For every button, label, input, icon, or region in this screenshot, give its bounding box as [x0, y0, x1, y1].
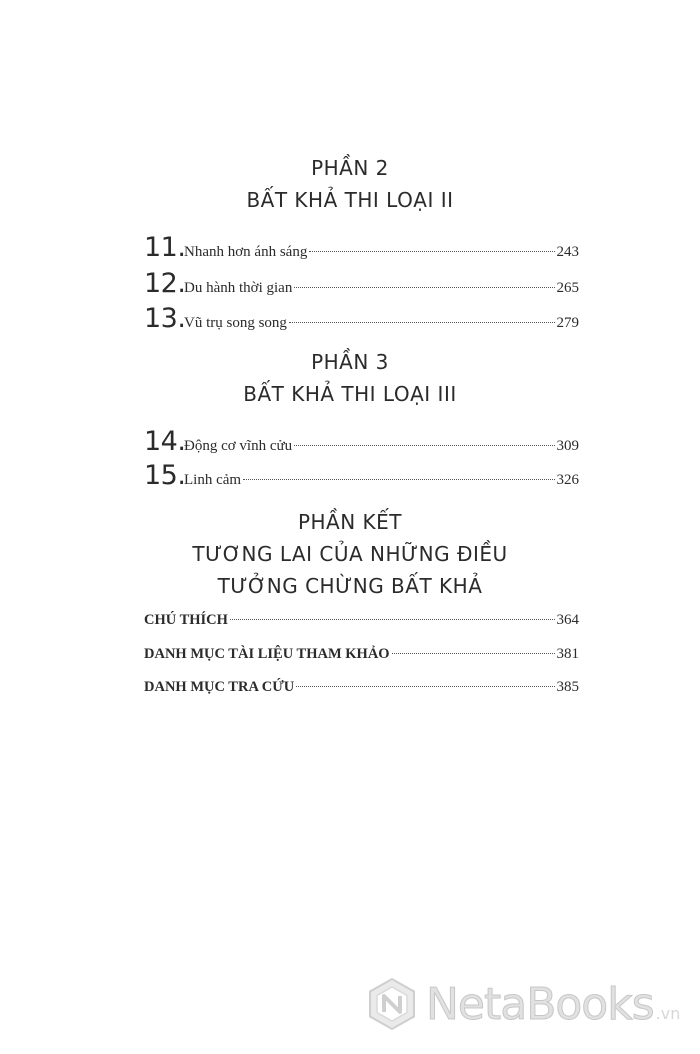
toc-entry-index[interactable]: [144, 679, 579, 705]
chapter-number: 15.: [144, 460, 186, 491]
dot-leader: [309, 251, 554, 252]
page-number: 243: [556, 244, 579, 260]
chapter-title: Vũ trụ song song: [184, 315, 287, 331]
part-3-heading: PHẦN 3: [311, 350, 389, 374]
dot-leader: [289, 322, 555, 323]
toc-entry-chapter-15[interactable]: [144, 460, 579, 494]
back-matter-title: DANH MỤC TRA CỨU: [144, 679, 295, 695]
toc-entry-chapter-11[interactable]: [144, 232, 579, 266]
toc-entry-notes[interactable]: [144, 612, 579, 638]
watermark-tld: .vn: [655, 1003, 681, 1023]
page-number: 309: [556, 438, 579, 454]
part-3-subtitle: BẤT KHẢ THI LOẠI III: [243, 382, 457, 406]
epilogue-subtitle-line-2: TƯỞNG CHỪNG BẤT KHẢ: [217, 574, 483, 598]
chapter-title: Nhanh hơn ánh sáng: [184, 244, 308, 260]
netabooks-watermark: [364, 976, 680, 1032]
chapter-title: Du hành thời gian: [184, 280, 293, 296]
chapter-number: 14.: [144, 426, 186, 457]
toc-entry-chapter-13[interactable]: [144, 303, 579, 337]
part-2-heading: PHẦN 2: [311, 156, 389, 180]
epilogue-heading: PHẦN KẾT: [297, 510, 403, 534]
toc-entry-bibliography[interactable]: [144, 646, 579, 672]
epilogue-subtitle-line-1: TƯƠNG LAI CỦA NHỮNG ĐIỀU: [192, 542, 508, 566]
back-matter-title: CHÚ THÍCH: [144, 612, 228, 628]
page-number: 265: [556, 280, 579, 296]
watermark-brand: NetaBooks: [426, 978, 654, 1030]
dot-leader: [294, 287, 554, 288]
netabooks-logo-icon: [364, 976, 420, 1032]
dot-leader: [296, 686, 554, 687]
part-2-subtitle: BẤT KHẢ THI LOẠI II: [246, 188, 454, 212]
toc-entry-chapter-14[interactable]: [144, 426, 579, 460]
dot-leader: [230, 619, 555, 620]
page-number: 385: [556, 679, 579, 695]
toc-entry-chapter-12[interactable]: [144, 268, 579, 302]
back-matter-title: DANH MỤC TÀI LIỆU THAM KHẢO: [144, 646, 390, 662]
chapter-title: Động cơ vĩnh cửu: [184, 438, 293, 454]
chapter-number: 13.: [144, 303, 186, 334]
chapter-title: Linh cảm: [184, 472, 242, 488]
epilogue-header: [0, 506, 700, 602]
page-number: 326: [556, 472, 579, 488]
dot-leader: [392, 653, 555, 654]
part-2-header: [0, 152, 700, 216]
part-3-header: [0, 346, 700, 410]
page-number: 279: [556, 315, 579, 331]
dot-leader: [294, 445, 554, 446]
page-number: 364: [556, 612, 579, 628]
dot-leader: [243, 479, 554, 480]
chapter-number: 12.: [144, 268, 186, 299]
page-number: 381: [556, 646, 579, 662]
chapter-number: 11.: [144, 232, 186, 263]
